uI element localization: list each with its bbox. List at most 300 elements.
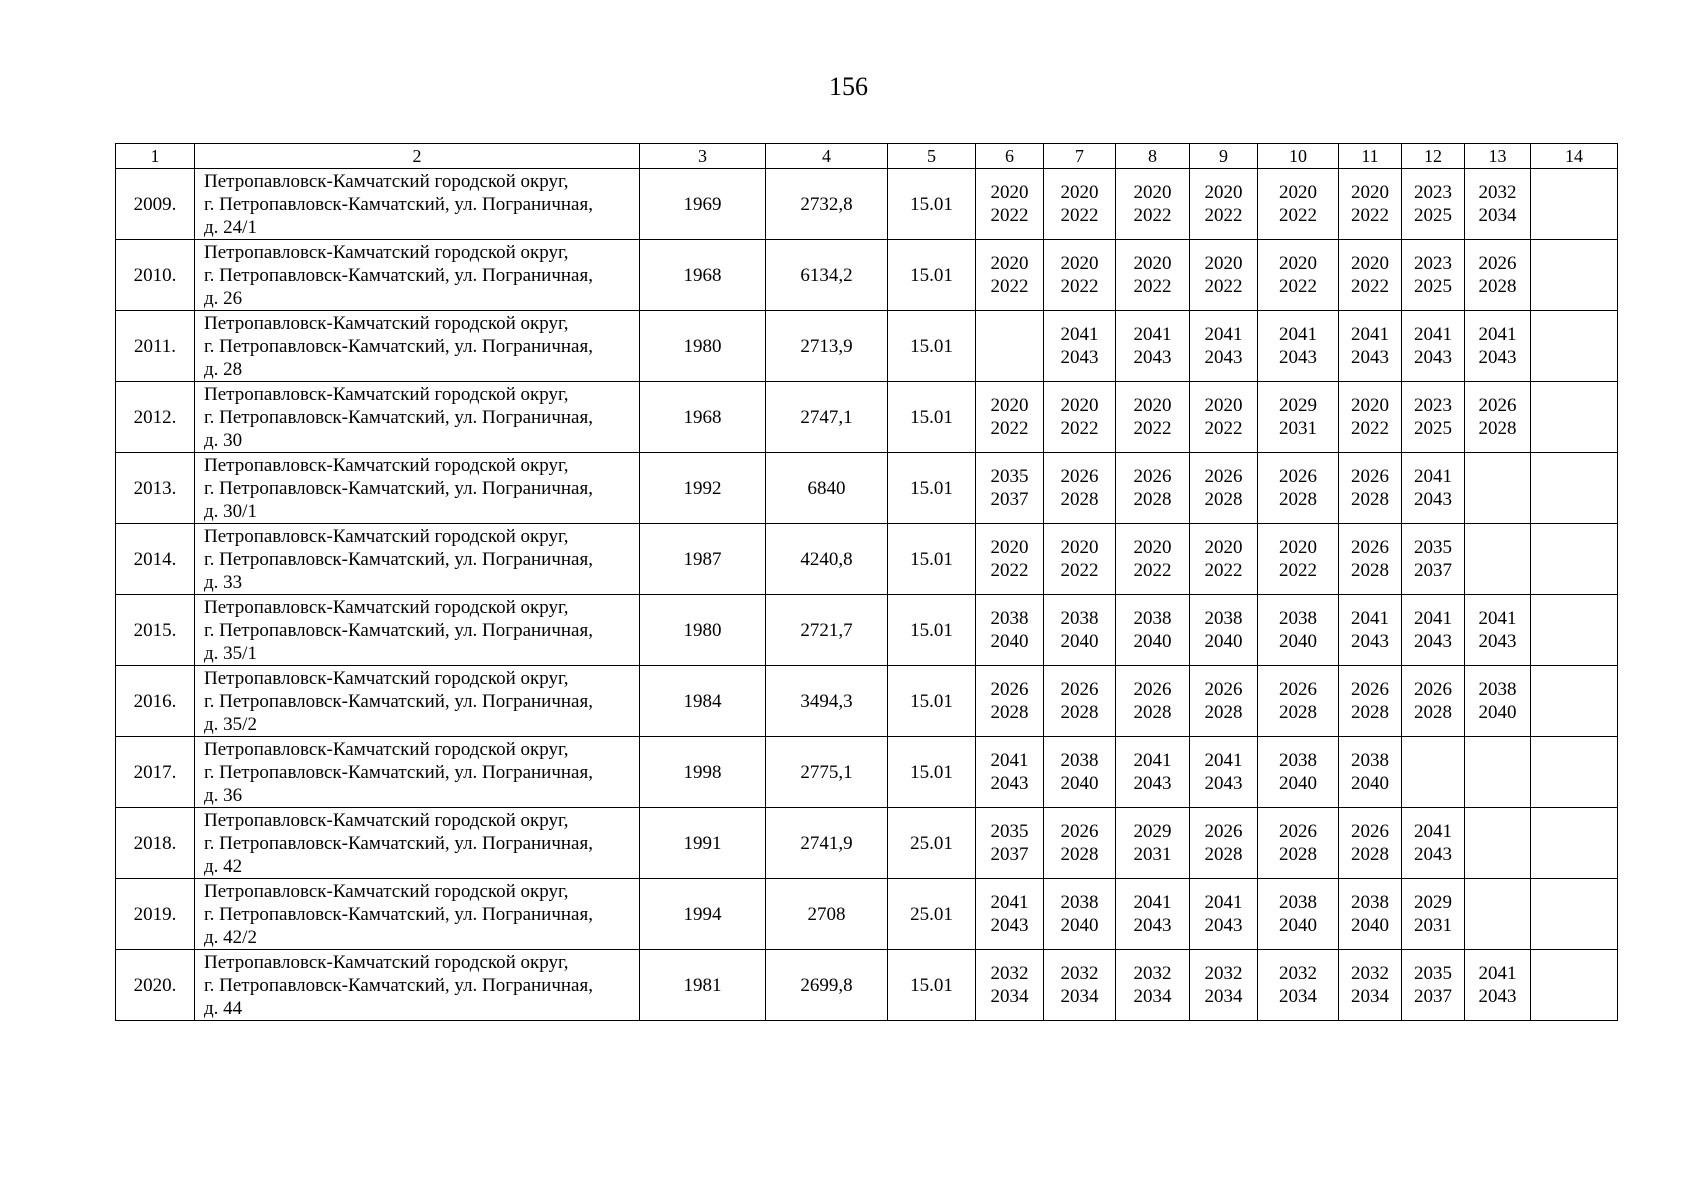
period-cell [1044, 879, 1116, 950]
period-end: 2040 [1279, 631, 1317, 652]
area-cell: 2713,9 [766, 311, 888, 382]
period-start: 2026 [1204, 466, 1243, 487]
period-end: 2028 [1204, 702, 1243, 723]
row-number-cell: 2012. [116, 382, 195, 453]
period-start: 2026 [1204, 679, 1243, 700]
period-end: 2028 [1060, 489, 1099, 510]
period-cell [1190, 879, 1258, 950]
address-line: г. Петропавловск-Камчатский, ул. Пограничная, [204, 193, 593, 215]
year-cell: 1969 [640, 169, 766, 240]
period-start: 2041 [1279, 324, 1317, 345]
period-end: 2043 [1478, 631, 1517, 652]
period-end: 2028 [1414, 702, 1452, 723]
period-cell [1190, 808, 1258, 879]
table-row [116, 311, 1618, 382]
address-cell [195, 879, 640, 950]
period-start: 2041 [1133, 324, 1172, 345]
period-cell [1116, 737, 1190, 808]
period-cell [976, 311, 1044, 382]
address-line: д. 35/2 [204, 713, 257, 735]
period-cell [1190, 595, 1258, 666]
address-line: Петропавловск-Камчатский городской округ, [204, 454, 569, 476]
period-cell [1044, 737, 1116, 808]
address-line: д. 30/1 [204, 500, 257, 522]
period-start: 2032 [1478, 182, 1517, 203]
period-end: 2028 [1133, 702, 1172, 723]
period-cell [1258, 666, 1339, 737]
period-end: 2025 [1414, 276, 1452, 297]
period-cell [1531, 382, 1618, 453]
period-end: 2028 [1204, 844, 1243, 865]
year-cell: 1984 [640, 666, 766, 737]
period-cell [1258, 737, 1339, 808]
column-header: 13 [1465, 144, 1531, 169]
period-cell [1044, 453, 1116, 524]
column-header: 1 [116, 144, 195, 169]
year-cell: 1980 [640, 595, 766, 666]
area-cell: 2775,1 [766, 737, 888, 808]
row-number-cell: 2009. [116, 169, 195, 240]
period-cell [1339, 879, 1402, 950]
period-cell [1258, 879, 1339, 950]
address-line: д. 28 [204, 358, 243, 380]
period-start: 2041 [1133, 892, 1172, 913]
period-start: 2038 [1060, 892, 1099, 913]
period-start: 2020 [1351, 182, 1389, 203]
period-end: 2031 [1279, 418, 1317, 439]
period-end: 2043 [1414, 844, 1452, 865]
period-cell [1402, 879, 1465, 950]
address-line: Петропавловск-Камчатский городской округ, [204, 170, 569, 192]
period-cell [976, 737, 1044, 808]
period-start: 2041 [1133, 750, 1172, 771]
period-cell [1258, 311, 1339, 382]
period-cell [1339, 950, 1402, 1021]
period-cell [1190, 240, 1258, 311]
period-cell [976, 879, 1044, 950]
period-cell [1190, 666, 1258, 737]
period-start: 2041 [1351, 324, 1389, 345]
period-cell [1116, 240, 1190, 311]
period-start: 2026 [1060, 821, 1099, 842]
period-cell [1402, 524, 1465, 595]
period-end: 2022 [990, 205, 1029, 226]
period-cell [1465, 453, 1531, 524]
period-cell [1531, 240, 1618, 311]
period-start: 2020 [1133, 395, 1172, 416]
period-start: 2041 [1478, 963, 1517, 984]
period-start: 2020 [1133, 253, 1172, 274]
period-start: 2041 [1060, 324, 1099, 345]
period-start: 2026 [1414, 679, 1452, 700]
code-cell: 15.01 [888, 524, 976, 595]
period-cell [1044, 169, 1116, 240]
period-cell [1258, 169, 1339, 240]
period-cell [1190, 382, 1258, 453]
period-start: 2041 [1351, 608, 1389, 629]
period-cell [1402, 737, 1465, 808]
period-cell [1339, 311, 1402, 382]
period-start: 2023 [1414, 395, 1452, 416]
period-cell [1339, 169, 1402, 240]
column-header: 9 [1190, 144, 1258, 169]
period-cell [1044, 950, 1116, 1021]
period-end: 2043 [1414, 347, 1452, 368]
period-end: 2028 [1279, 702, 1317, 723]
row-number-cell: 2011. [116, 311, 195, 382]
period-start: 2032 [1279, 963, 1317, 984]
address-line: Петропавловск-Камчатский городской округ, [204, 383, 569, 405]
period-end: 2040 [1204, 631, 1243, 652]
period-start: 2026 [1279, 679, 1317, 700]
address-line: г. Петропавловск-Камчатский, ул. Пограничная, [204, 761, 593, 783]
area-cell: 6134,2 [766, 240, 888, 311]
period-cell [1465, 808, 1531, 879]
period-cell [1258, 524, 1339, 595]
period-start: 2041 [990, 750, 1029, 771]
period-cell [1044, 808, 1116, 879]
period-end: 2037 [990, 844, 1029, 865]
period-end: 2028 [1279, 844, 1317, 865]
address-line: д. 44 [204, 997, 243, 1019]
period-cell [1465, 950, 1531, 1021]
period-cell [1116, 169, 1190, 240]
period-end: 2022 [1133, 276, 1172, 297]
period-cell [1190, 311, 1258, 382]
period-end: 2022 [1133, 560, 1172, 581]
period-end: 2037 [990, 489, 1029, 510]
period-end: 2022 [990, 418, 1029, 439]
period-end: 2043 [1478, 986, 1517, 1007]
period-end: 2034 [1204, 986, 1243, 1007]
row-number-cell: 2018. [116, 808, 195, 879]
period-cell [1402, 169, 1465, 240]
data-table [115, 143, 1618, 1021]
period-cell [1531, 524, 1618, 595]
period-start: 2026 [1133, 466, 1172, 487]
period-cell [1531, 595, 1618, 666]
period-end: 2034 [1060, 986, 1099, 1007]
address-line: д. 36 [204, 784, 243, 806]
year-cell: 1987 [640, 524, 766, 595]
period-start: 2041 [990, 892, 1029, 913]
period-cell [1258, 808, 1339, 879]
period-cell [1465, 169, 1531, 240]
period-end: 2025 [1414, 418, 1452, 439]
period-end: 2040 [1060, 631, 1099, 652]
period-cell [1402, 311, 1465, 382]
period-end: 2034 [1478, 205, 1517, 226]
period-end: 2028 [1060, 702, 1099, 723]
code-cell: 25.01 [888, 879, 976, 950]
period-cell [1465, 666, 1531, 737]
period-end: 2028 [1279, 489, 1317, 510]
area-cell: 2721,7 [766, 595, 888, 666]
address-line: д. 24/1 [204, 216, 257, 238]
address-line: д. 42 [204, 855, 243, 877]
year-cell: 1998 [640, 737, 766, 808]
period-start: 2041 [1204, 750, 1243, 771]
period-end: 2043 [1133, 915, 1172, 936]
period-end: 2040 [1478, 702, 1517, 723]
period-end: 2028 [1478, 276, 1517, 297]
period-cell [976, 240, 1044, 311]
table-row [116, 879, 1618, 950]
address-line: г. Петропавловск-Камчатский, ул. Пограничная, [204, 619, 593, 641]
address-line: д. 33 [204, 571, 243, 593]
period-start: 2026 [1133, 679, 1172, 700]
period-cell [1531, 879, 1618, 950]
period-start: 2038 [1478, 679, 1517, 700]
period-start: 2026 [1478, 253, 1517, 274]
period-end: 2022 [1060, 560, 1099, 581]
period-end: 2043 [990, 915, 1029, 936]
period-cell [1116, 666, 1190, 737]
period-end: 2028 [1351, 702, 1389, 723]
period-end: 2022 [1279, 205, 1317, 226]
period-start: 2020 [1133, 182, 1172, 203]
period-start: 2038 [1351, 750, 1389, 771]
period-cell [976, 666, 1044, 737]
period-cell [1339, 666, 1402, 737]
area-cell: 3494,3 [766, 666, 888, 737]
period-end: 2043 [1414, 631, 1452, 652]
period-cell [1339, 453, 1402, 524]
period-end: 2022 [1351, 418, 1389, 439]
period-start: 2026 [1279, 821, 1317, 842]
code-cell: 15.01 [888, 453, 976, 524]
table-row [116, 524, 1618, 595]
period-end: 2022 [990, 276, 1029, 297]
period-end: 2043 [1351, 631, 1389, 652]
period-cell [976, 595, 1044, 666]
period-cell [976, 169, 1044, 240]
code-cell: 15.01 [888, 311, 976, 382]
year-cell: 1994 [640, 879, 766, 950]
address-line: Петропавловск-Камчатский городской округ, [204, 951, 569, 973]
period-end: 2040 [1279, 773, 1317, 794]
period-end: 2037 [1414, 560, 1452, 581]
period-end: 2040 [1133, 631, 1172, 652]
address-line: г. Петропавловск-Камчатский, ул. Пограничная, [204, 690, 593, 712]
period-end: 2022 [1204, 418, 1243, 439]
column-header: 8 [1116, 144, 1190, 169]
area-cell: 2747,1 [766, 382, 888, 453]
period-end: 2040 [1060, 773, 1099, 794]
row-number-cell: 2010. [116, 240, 195, 311]
period-cell [1116, 950, 1190, 1021]
period-cell [1116, 595, 1190, 666]
period-start: 2026 [1060, 466, 1099, 487]
period-start: 2020 [1351, 395, 1389, 416]
area-cell: 2699,8 [766, 950, 888, 1021]
address-line: Петропавловск-Камчатский городской округ, [204, 312, 569, 334]
period-end: 2031 [1414, 915, 1452, 936]
table-row [116, 240, 1618, 311]
address-line: г. Петропавловск-Камчатский, ул. Пограничная, [204, 477, 593, 499]
address-line: д. 30 [204, 429, 243, 451]
period-cell [976, 950, 1044, 1021]
address-line: Петропавловск-Камчатский городской округ, [204, 738, 569, 760]
period-end: 2028 [1351, 489, 1389, 510]
period-cell [1531, 311, 1618, 382]
year-cell: 1968 [640, 240, 766, 311]
period-start: 2020 [1279, 537, 1317, 558]
period-start: 2041 [1414, 324, 1452, 345]
period-end: 2022 [990, 560, 1029, 581]
period-end: 2043 [1351, 347, 1389, 368]
address-line: Петропавловск-Камчатский городской округ, [204, 809, 569, 831]
period-start: 2020 [1060, 395, 1099, 416]
address-line: г. Петропавловск-Камчатский, ул. Пограничная, [204, 264, 593, 286]
area-cell: 2708 [766, 879, 888, 950]
address-line: г. Петропавловск-Камчатский, ул. Пограничная, [204, 974, 593, 996]
period-start: 2026 [1351, 537, 1389, 558]
address-line: г. Петропавловск-Камчатский, ул. Пограничная, [204, 548, 593, 570]
period-start: 2041 [1414, 466, 1452, 487]
address-line: Петропавловск-Камчатский городской округ, [204, 525, 569, 547]
code-cell: 15.01 [888, 169, 976, 240]
period-end: 2040 [1351, 773, 1389, 794]
period-start: 2020 [1060, 253, 1099, 274]
column-header: 5 [888, 144, 976, 169]
period-end: 2043 [1204, 347, 1243, 368]
period-start: 2020 [990, 253, 1029, 274]
period-end: 2022 [1060, 205, 1099, 226]
period-cell [1402, 950, 1465, 1021]
year-cell: 1992 [640, 453, 766, 524]
row-number-cell: 2017. [116, 737, 195, 808]
period-cell [1339, 595, 1402, 666]
period-start: 2032 [1060, 963, 1099, 984]
period-start: 2023 [1414, 253, 1452, 274]
period-end: 2022 [1204, 276, 1243, 297]
period-cell [1402, 240, 1465, 311]
table-row [116, 382, 1618, 453]
period-cell [1116, 453, 1190, 524]
period-start: 2020 [1204, 253, 1243, 274]
column-header: 11 [1339, 144, 1402, 169]
period-end: 2034 [990, 986, 1029, 1007]
year-cell: 1981 [640, 950, 766, 1021]
period-cell [1339, 382, 1402, 453]
period-start: 2032 [1204, 963, 1243, 984]
row-number-cell: 2015. [116, 595, 195, 666]
period-end: 2043 [1279, 347, 1317, 368]
period-cell [976, 808, 1044, 879]
period-end: 2043 [1204, 773, 1243, 794]
address-line: д. 26 [204, 287, 243, 309]
area-cell: 2741,9 [766, 808, 888, 879]
area-cell: 6840 [766, 453, 888, 524]
address-cell [195, 382, 640, 453]
period-start: 2038 [1351, 892, 1389, 913]
period-cell [1402, 808, 1465, 879]
period-cell [1531, 666, 1618, 737]
address-cell [195, 453, 640, 524]
period-end: 2025 [1414, 205, 1452, 226]
period-cell [1531, 453, 1618, 524]
period-end: 2040 [1351, 915, 1389, 936]
period-end: 2043 [1133, 347, 1172, 368]
period-start: 2026 [1060, 679, 1099, 700]
address-cell [195, 808, 640, 879]
period-cell [1044, 382, 1116, 453]
period-cell [1258, 595, 1339, 666]
period-start: 2020 [1133, 537, 1172, 558]
address-line: Петропавловск-Камчатский городской округ, [204, 596, 569, 618]
period-end: 2040 [1279, 915, 1317, 936]
address-cell [195, 240, 640, 311]
address-line: г. Петропавловск-Камчатский, ул. Пограничная, [204, 903, 593, 925]
period-cell [1116, 311, 1190, 382]
period-start: 2026 [1351, 821, 1389, 842]
address-cell [195, 169, 640, 240]
period-cell [1531, 169, 1618, 240]
period-end: 2034 [1133, 986, 1172, 1007]
period-end: 2043 [1060, 347, 1099, 368]
period-cell [1116, 808, 1190, 879]
period-cell [1044, 311, 1116, 382]
address-line: д. 35/1 [204, 642, 257, 664]
period-start: 2020 [1351, 253, 1389, 274]
period-end: 2028 [990, 702, 1029, 723]
column-header: 2 [195, 144, 640, 169]
table-row [116, 950, 1618, 1021]
period-end: 2022 [1204, 205, 1243, 226]
period-cell [976, 453, 1044, 524]
period-end: 2022 [1351, 205, 1389, 226]
period-cell [1258, 240, 1339, 311]
period-cell [1044, 595, 1116, 666]
period-start: 2020 [1279, 253, 1317, 274]
period-cell [1402, 666, 1465, 737]
period-cell [1402, 382, 1465, 453]
period-start: 2029 [1414, 892, 1452, 913]
address-line: г. Петропавловск-Камчатский, ул. Пограничная, [204, 335, 593, 357]
period-cell [1465, 382, 1531, 453]
code-cell: 15.01 [888, 595, 976, 666]
period-end: 2022 [1279, 276, 1317, 297]
address-line: г. Петропавловск-Камчатский, ул. Пограничная, [204, 406, 593, 428]
period-cell [1190, 169, 1258, 240]
period-end: 2034 [1351, 986, 1389, 1007]
period-start: 2020 [990, 182, 1029, 203]
column-number-row [116, 144, 1618, 169]
row-number-cell: 2014. [116, 524, 195, 595]
period-start: 2038 [1133, 608, 1172, 629]
period-end: 2022 [1133, 205, 1172, 226]
period-cell [1190, 950, 1258, 1021]
period-start: 2041 [1204, 324, 1243, 345]
period-start: 2032 [1351, 963, 1389, 984]
year-cell: 1980 [640, 311, 766, 382]
period-start: 2020 [1204, 537, 1243, 558]
period-start: 2041 [1478, 608, 1517, 629]
period-cell [1531, 808, 1618, 879]
period-end: 2043 [990, 773, 1029, 794]
period-cell [1258, 453, 1339, 524]
period-end: 2028 [1478, 418, 1517, 439]
period-start: 2020 [1204, 182, 1243, 203]
period-end: 2022 [1351, 276, 1389, 297]
address-line: г. Петропавловск-Камчатский, ул. Пограничная, [204, 832, 593, 854]
period-cell [1190, 524, 1258, 595]
period-cell [1044, 524, 1116, 595]
table-row [116, 808, 1618, 879]
period-start: 2020 [1204, 395, 1243, 416]
period-start: 2035 [990, 466, 1029, 487]
